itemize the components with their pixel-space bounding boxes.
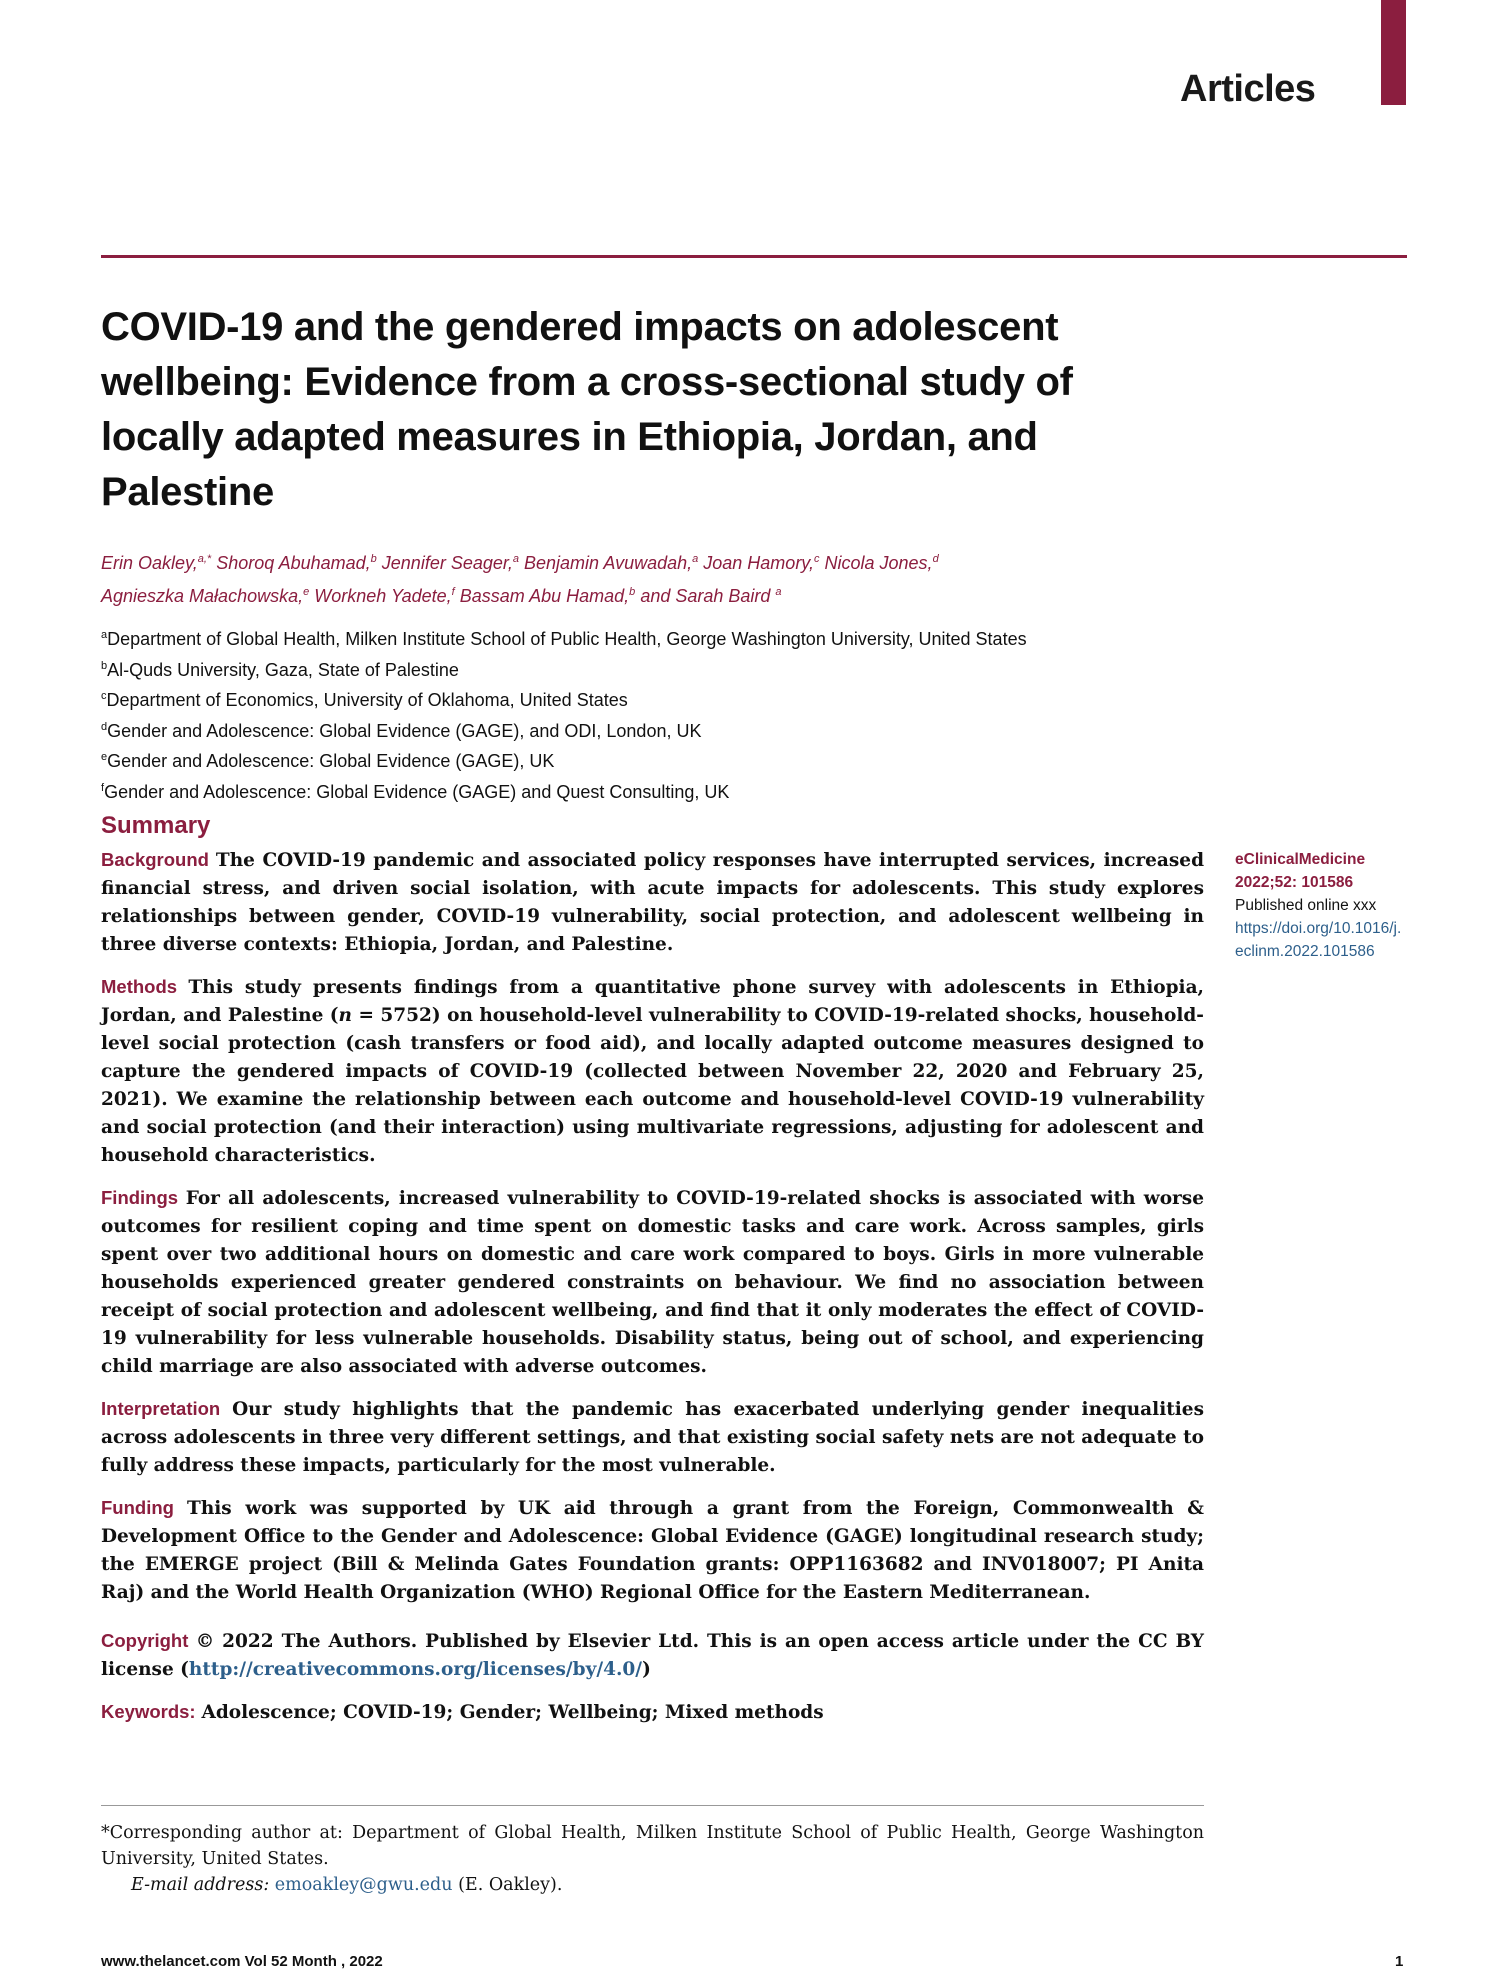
- author[interactable]: Benjamin Avuwadah,$^a$: [524, 553, 699, 573]
- affiliation: $^e$Gender and Adolescence: Global Evidence (GAGE), UK: [101, 751, 555, 771]
- methods-label: Methods: [101, 976, 178, 997]
- abstract-interpretation: Interpretation Our study highlights that the pandemic has exacerbated underlying gender inequalities across adolescents in three very different settings, and that existing social safety nets are not adequate to fully address these impacts, particularly for the most vulnerable.: [101, 1398, 1204, 1476]
- keywords: Keywords: Adolescence; COVID-19; Gender; Wellbeing; Mixed methods: [101, 1701, 824, 1723]
- copyright-notice: Copyright © 2022 The Authors. Published by Elsevier Ltd. This is an open access article under the CC BY license (http://creativecommons.org/licenses/by/4.0/): [101, 1630, 1204, 1680]
- footnote: [101, 1820, 1204, 1898]
- findings-label: Findings: [101, 1187, 179, 1208]
- corresponding-author-note: *Corresponding author at: Department of Global Health, Milken Institute School of Public Health, George Washington University, United States.: [101, 1823, 1204, 1869]
- journal-name[interactable]: eClinicalMedicine: [1235, 851, 1366, 868]
- email-line: E-mail address: emoakley@gwu.edu (E. Oakley).: [131, 1875, 563, 1895]
- abstract-findings: Findings For all adolescents, increased vulnerability to COVID-19-related shocks is associated with worse outcomes for resilient coping and time spent on domestic tasks and care work. Across samples, girls spent over two additional hours on domestic and care work compared to boys. Girls in more vulnerable households experienced greater gendered constraints on behaviour. We find no association between receipt of social protection and adolescent wellbeing, and find that it only moderates the effect of COVID-19 vulnerability for less vulnerable households. Disability status, being out of school, and experiencing child marriage are also associated with adverse outcomes.: [101, 1187, 1204, 1377]
- author-list: [101, 545, 1201, 611]
- interpretation-label: Interpretation: [101, 1398, 221, 1419]
- abstract-background: Background The COVID-19 pandemic and associated policy responses have interrupted services, increased financial stress, and driven social isolation, with acute impacts for adolescents. This study explores relationships between gender, COVID-19 vulnerability, social protection, and adolescent wellbeing in three diverse contexts: Ethiopia, Jordan, and Palestine.: [101, 849, 1205, 955]
- funding-label: Funding: [101, 1497, 174, 1518]
- affiliation-list: [101, 622, 1281, 805]
- author[interactable]: Erin Oakley,$^{a,*}$: [101, 553, 212, 573]
- page-number: 1: [1395, 1953, 1404, 1970]
- author[interactable]: and Sarah Baird $^a$: [640, 586, 782, 606]
- license-link[interactable]: http://creativecommons.org/licenses/by/4.0/: [188, 1659, 643, 1680]
- journal-volume: 2022;52: 101586: [1235, 874, 1354, 891]
- affiliation: $^b$Al-Quds University, Gaza, State of Palestine: [101, 659, 459, 680]
- header-divider: [101, 255, 1407, 258]
- footer-journal-line: www.thelancet.com Vol 52 Month , 2022: [101, 1953, 383, 1970]
- affiliation: $^f$Gender and Adolescence: Global Evidence (GAGE) and Quest Consulting, UK: [101, 781, 730, 802]
- author[interactable]: Agnieszka Małachowska,$^e$: [101, 586, 310, 606]
- author[interactable]: Jennifer Seager,$^a$: [381, 553, 519, 573]
- section-label: Articles: [1180, 68, 1316, 110]
- abstract-funding: Funding This work was supported by UK aid through a grant from the Foreign, Commonwealth & Development Office to the Gender and Adolescence: Global Evidence (GAGE) longitudinal research study; the EMERGE project (Bill & Melinda Gates Foundation grants: OPP1163682 and INV018007; PI Anita Raj) and the World Health Organization (WHO) Regional Office for the Eastern Mediterranean.: [101, 1497, 1204, 1603]
- affiliation: $^a$Department of Global Health, Milken Institute School of Public Health, George Washington University, United States: [101, 629, 1027, 649]
- summary-heading: Summary: [101, 812, 211, 839]
- author[interactable]: Bassam Abu Hamad,$^b$: [459, 586, 636, 606]
- affiliation: $^c$Department of Economics, University of Oklahoma, United States: [101, 690, 628, 710]
- article-title: COVID-19 and the gendered impacts on adolescent wellbeing: Evidence from a cross-sectional study of locally adapted measures in Ethiopia, Jordan, and Palestine: [101, 305, 1073, 514]
- keywords-label: Keywords:: [101, 1701, 196, 1722]
- journal-info: [1235, 848, 1455, 963]
- author[interactable]: Shoroq Abuhamad,$^b$: [216, 553, 377, 573]
- abstract: [101, 846, 1204, 1741]
- copyright-label: Copyright: [101, 1630, 189, 1651]
- email-link[interactable]: emoakley@gwu.edu: [274, 1875, 453, 1895]
- abstract-methods: Methods This study presents findings from a quantitative phone survey with adolescents in Ethiopia, Jordan, and Palestine (n = 5752) on household-level vulnerability to COVID-19-related shocks, household-level social protection (cash transfers or food aid), and locally adapted outcome measures designed to capture the gendered impacts of COVID-19 (collected between November 22, 2020 and February 25, 2021). We examine the relationship between each outcome and household-level COVID-19 vulnerability and social protection (and their interaction) using multivariate regressions, adjusting for adolescent and household characteristics.: [101, 976, 1205, 1166]
- affiliation: $^d$Gender and Adolescence: Global Evidence (GAGE), and ODI, London, UK: [101, 720, 702, 741]
- background-label: Background: [101, 849, 209, 870]
- doi-link[interactable]: https://doi.org/10.1016/j. eclinm.2022.101586: [1235, 920, 1402, 960]
- author[interactable]: Joan Hamory,$^c$: [703, 553, 820, 573]
- footnote-divider: [101, 1805, 1204, 1806]
- author[interactable]: Workneh Yadete,$^f$: [314, 586, 455, 606]
- corner-accent-bar: [1381, 0, 1406, 105]
- author[interactable]: Nicola Jones,$^d$: [824, 553, 939, 573]
- published-date: Published online xxx: [1235, 897, 1377, 914]
